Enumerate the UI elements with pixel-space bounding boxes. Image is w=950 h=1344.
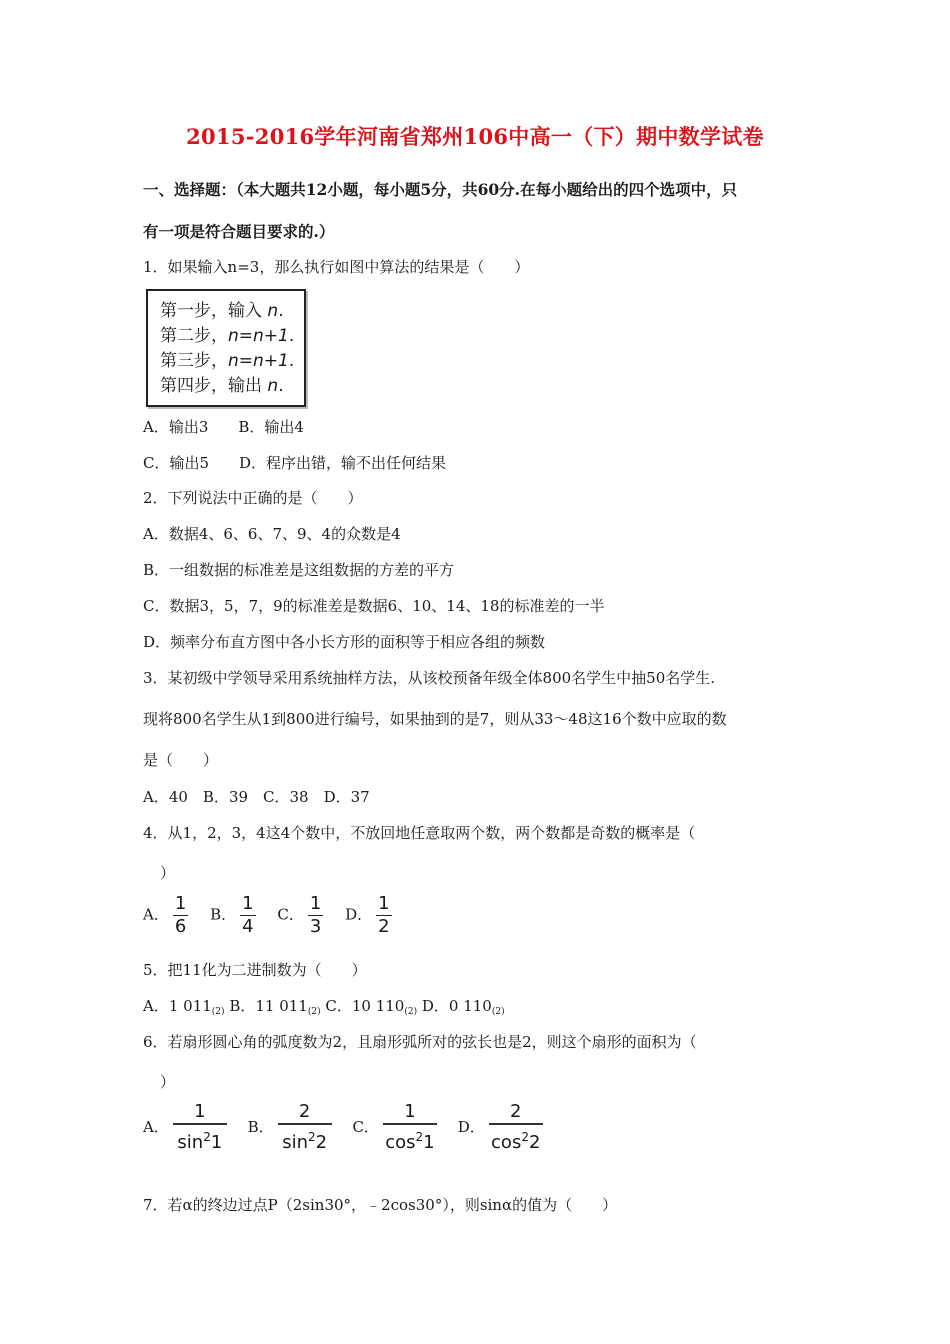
q5-option-a: A．1 $011_{(2)}$ [143,997,225,1017]
section-heading-line2: 有一项是符合题目要求的.） [143,222,335,241]
q2-stem: 2．下列说法中正确的是（ ） [143,489,363,507]
algorithm-step: 第三步，n=n+1. [160,351,295,371]
q5-stem: 5．把11化为二进制数为（ ） [143,961,367,979]
q3-options: A．40 B．39 C．38 D．37 [143,788,370,806]
fraction: $\frac{1}{\sin^21}$ [173,1101,227,1155]
q3-stem-line2: 现将800名学生从1到800进行编号，如果抽到的是7，则从33～48这16个数中应取的数 [143,710,727,728]
q2-option-a: A．数据4、6、6、7、9、4的众数是4 [143,525,401,543]
q5-options [143,995,505,1017]
fraction: $\frac{1}{6}$ [174,893,187,937]
q5-option-d: D．0 $110_{(2)}$ [421,997,505,1017]
exam-title: 2015-2016学年河南省郑州106中高一（下）期中数学试卷 [186,124,764,149]
q4-stem-line2: ） [160,864,176,882]
q6-stem-line2: ） [160,1073,176,1091]
q5-option-b: B．11 $011_{(2)}$ [229,997,321,1017]
q1-algorithm-box [146,289,306,407]
q4-stem-line1: 4．从1，2，3，4这4个数中，不放回地任意取两个数，两个数都是奇数的概率是（ [143,824,696,842]
q2-option-d: D．频率分布直方图中各小长方形的面积等于相应各组的频数 [143,633,546,651]
fraction: $\frac{1}{\cos^21}$ [383,1101,437,1155]
fraction: $\frac{1}{4}$ [242,893,254,937]
q4-option-b: B． $\frac{1}{4}$ [210,893,254,937]
fraction: $\frac{1}{3}$ [309,893,322,937]
q1-options-ab: A．输出3 B．输出4 [143,418,304,436]
algorithm-step: 第一步，输入 n. [160,301,284,321]
q4-option-c: C． $\frac{1}{3}$ [277,893,322,937]
q4-option-a: A． $\frac{1}{6}$ [143,893,187,937]
q1-stem: 1．如果输入n=3，那么执行如图中算法的结果是（ ） [143,258,530,276]
q6-option-d: D． $\frac{2}{\cos^22}$ [458,1101,543,1155]
q6-option-b: B． $\frac{2}{\sin^22}$ [248,1101,332,1155]
q1-options-cd: C．输出5 D．程序出错，输不出任何结果 [143,454,447,472]
q3-stem-line3: 是（ ） [143,751,219,769]
section-heading-line1: 一、选择题：（本大题共12小题，每小题5分，共60分.在每小题给出的四个选项中，只 [143,180,738,199]
fraction: $\frac{2}{\sin^22}$ [278,1101,332,1155]
fraction: $\frac{1}{2}$ [378,893,390,937]
q7-stem: 7．若α的终边过点P（2sin30°，﹣2cos30°），则sinα的值为（ ） [143,1196,618,1214]
q4-option-d: D． $\frac{1}{2}$ [345,893,390,937]
q5-option-c: C．10 $110_{(2)}$ [325,997,418,1017]
algorithm-step: 第四步，输出 n. [160,376,284,396]
fraction: $\frac{2}{\cos^22}$ [489,1101,543,1155]
q4-options [143,893,409,938]
algorithm-step: 第二步，n=n+1. [160,326,295,346]
q6-options [143,1101,559,1155]
q6-stem-line1: 6．若扇形圆心角的弧度数为2，且扇形弧所对的弦长也是2，则这个扇形的面积为（ [143,1033,697,1051]
q2-option-b: B．一组数据的标准差是这组数据的方差的平方 [143,561,455,579]
q2-option-c: C．数据3，5，7，9的标准差是数据6、10、14、18的标准差的一半 [143,597,605,615]
q3-stem-line1: 3．某初级中学领导采用系统抽样方法，从该校预备年级全体800名学生中抽50名学生. [143,669,716,687]
q6-option-c: C． $\frac{1}{\cos^21}$ [352,1101,436,1155]
q6-option-a: A． $\frac{1}{\sin^21}$ [143,1101,227,1155]
